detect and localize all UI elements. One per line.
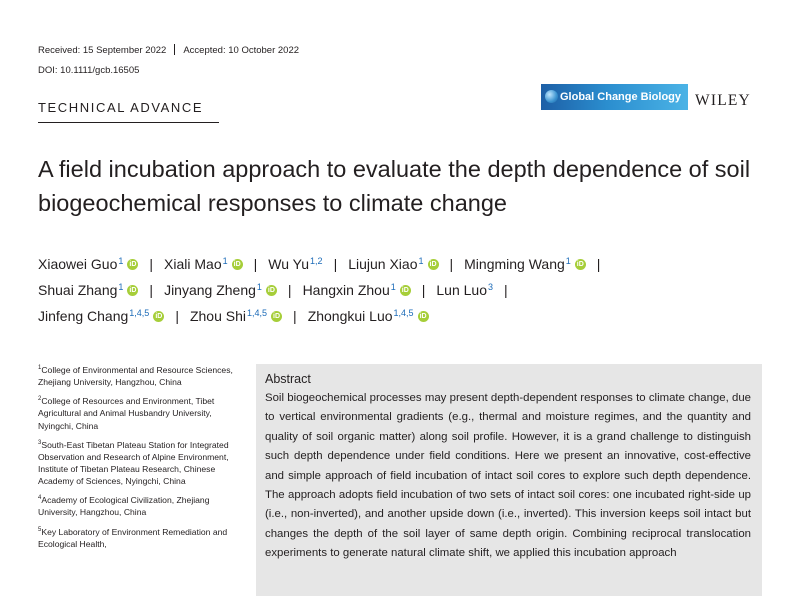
author[interactable]: Hangxin Zhou $^1$ iD xyxy=(302,282,409,298)
globe-icon xyxy=(545,90,558,103)
divider xyxy=(174,44,175,55)
orcid-icon[interactable]: iD xyxy=(129,260,137,268)
author[interactable]: Shuai Zhang $^1$ iD xyxy=(38,282,137,298)
author[interactable]: Wu Yu $^{1,2}$ xyxy=(268,256,323,272)
author[interactable]: Xiali Mao $^1$ iD xyxy=(164,256,241,272)
article-title: A field incubation approach to evaluate the depth dependence of soil biogeochemical responses to climate change xyxy=(38,156,751,216)
author-row-3: Jinfeng Chang $^{1,4,5}$ iD | Zhou Shi $^{1,4,5}$ iD | Zhongkui Luo $^{1,4,5}$ iD xyxy=(38,308,427,324)
orcid-icon[interactable]: iD xyxy=(155,312,163,320)
journal-name: Global Change Biology xyxy=(560,91,682,103)
orcid-icon[interactable]: iD xyxy=(429,260,437,268)
abstract-heading: Abstract xyxy=(265,372,311,386)
dates-line xyxy=(38,44,299,56)
abstract-box xyxy=(256,364,762,596)
author[interactable]: Zhou Shi $^{1,4,5}$ iD xyxy=(189,308,281,324)
affiliation: $^1$College of Environmental and Resource Sciences, Zhejiang University, Hangzhou, China xyxy=(38,364,233,388)
author[interactable]: Xiaowei Guo $^1$ iD xyxy=(38,256,137,272)
journal-logo[interactable] xyxy=(541,84,688,110)
author[interactable]: Mingming Wang $^1$ iD xyxy=(464,256,584,272)
author[interactable]: Lun Luo $^3$ xyxy=(436,282,494,298)
doi[interactable]: DOI: 10.1111/gcb.16505 xyxy=(38,65,140,76)
orcid-icon[interactable]: iD xyxy=(273,312,281,320)
abstract-text: Soil biogeochemical processes may present depth-dependent responses to climate change, due to vertical environmental gradients (e.g., thermal and moisture regimes, and the quantity and quality of soil organic matter) along soil profile. However, it is a grand challenge to distinguish such depth dependence under field conditions. Here we present an innovative, cost-effective and simple approach of field incubation of intact soil cores to explore such depth dependence. The approach adopts field incubation of two sets of intact soil cores: one incubated right-side up (i.e., non-inverted), and another upside down (i.e., inverted). This inversion keeps soil intact but changes the depth of the soil layer of same depth origin. Combining reciprocal translocation experiments to generate natural climate shift, we applied this incubation approach xyxy=(265,392,751,560)
orcid-icon[interactable]: iD xyxy=(233,260,241,268)
author-row-2: Shuai Zhang $^1$ iD | Jinyang Zheng $^1$ iD | Hangxin Zhou $^1$ iD | Lun Luo $^3$ | xyxy=(38,282,508,298)
section-underline xyxy=(38,122,219,123)
author-row-1: Xiaowei Guo $^1$ iD | Xiali Mao $^1$ iD | Wu Yu $^{1,2}$ | Liujun Xiao $^1$ iD | Mingming Wang $^1$ iD | xyxy=(38,256,601,272)
author[interactable]: Jinyang Zheng $^1$ iD xyxy=(164,282,275,298)
orcid-icon[interactable]: iD xyxy=(576,260,584,268)
accepted-date: Accepted: 10 October 2022 xyxy=(183,45,300,56)
orcid-icon[interactable]: iD xyxy=(419,312,427,320)
author[interactable]: Liujun Xiao $^1$ iD xyxy=(348,256,437,272)
publisher-logo[interactable]: WILEY xyxy=(695,92,751,109)
affiliation: $^3$South-East Tibetan Plateau Station for Integrated Observation and Research of Alpine Environment, Institute of Tibetan Plateau Research, Chinese Academy of Sciences, Nyingchi, China xyxy=(38,439,229,487)
section-label: TECHNICAL ADVANCE xyxy=(38,100,204,115)
affiliations xyxy=(38,362,238,555)
received-date: Received: 15 September 2022 xyxy=(38,45,167,56)
author[interactable]: Zhongkui Luo $^{1,4,5}$ iD xyxy=(307,308,427,324)
orcid-icon[interactable]: iD xyxy=(267,286,275,294)
orcid-icon[interactable]: iD xyxy=(401,286,409,294)
author[interactable]: Jinfeng Chang $^{1,4,5}$ iD xyxy=(38,308,163,324)
affiliation: $^2$College of Resources and Environment, Tibet Agricultural and Animal Husbandry University, Nyingchi, China xyxy=(38,396,215,431)
affiliation: $^5$Key Laboratory of Environment Remediation and Ecological Health, xyxy=(38,526,228,549)
affiliation: $^4$Academy of Ecological Civilization, Zhejiang University, Hangzhou, China xyxy=(38,495,210,518)
orcid-icon[interactable]: iD xyxy=(129,286,137,294)
